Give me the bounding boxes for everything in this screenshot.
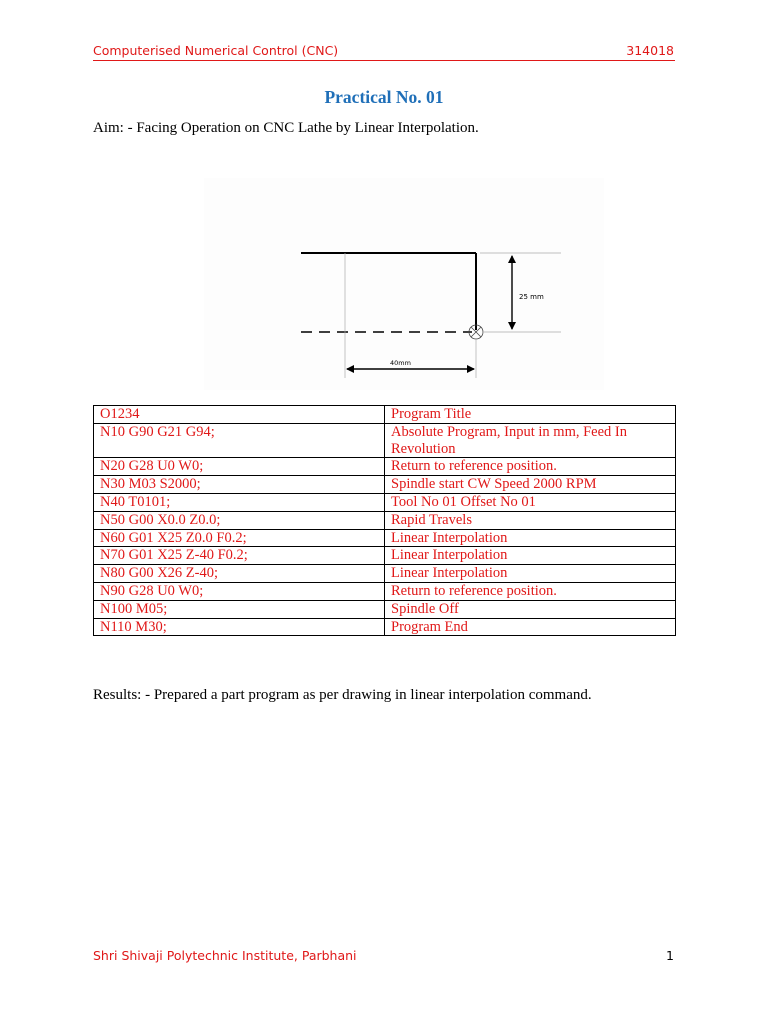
table-row bbox=[94, 565, 676, 583]
table-row bbox=[94, 582, 676, 600]
footer-institute: Shri Shivaji Polytechnic Institute, Parbhani bbox=[93, 948, 357, 963]
program-description-cell: Absolute Program, Input in mm, Feed In Revolution bbox=[385, 423, 676, 458]
table-row bbox=[94, 476, 676, 494]
aim-statement: Aim: - Facing Operation on CNC Lathe by Linear Interpolation. bbox=[93, 120, 479, 136]
table-row bbox=[94, 600, 676, 618]
program-code-cell: N80 G00 X26 Z-40; bbox=[94, 565, 385, 583]
program-code-cell: N40 T0101; bbox=[94, 493, 385, 511]
program-description-cell: Tool No 01 Offset No 01 bbox=[385, 493, 676, 511]
part-drawing-svg bbox=[204, 178, 604, 390]
program-code-cell: N90 G28 U0 W0; bbox=[94, 582, 385, 600]
results-statement: Results: - Prepared a part program as per drawing in linear interpolation command. bbox=[93, 687, 592, 703]
program-code-cell: N10 G90 G21 G94; bbox=[94, 423, 385, 458]
table-row bbox=[94, 529, 676, 547]
header-course-code: 314018 bbox=[626, 43, 674, 58]
program-description-cell: Linear Interpolation bbox=[385, 529, 676, 547]
footer-page-number: 1 bbox=[666, 948, 674, 963]
program-description-cell: Return to reference position. bbox=[385, 582, 676, 600]
table-row bbox=[94, 511, 676, 529]
program-code-cell: N70 G01 X25 Z-40 F0.2; bbox=[94, 547, 385, 565]
practical-title: Practical No. 01 bbox=[324, 87, 444, 107]
program-description-cell: Rapid Travels bbox=[385, 511, 676, 529]
table-row bbox=[94, 547, 676, 565]
program-description-cell: Spindle start CW Speed 2000 RPM bbox=[385, 476, 676, 494]
program-code-cell: N60 G01 X25 Z0.0 F0.2; bbox=[94, 529, 385, 547]
table-row bbox=[94, 458, 676, 476]
program-description-cell: Return to reference position. bbox=[385, 458, 676, 476]
header-divider bbox=[93, 60, 675, 61]
table-row bbox=[94, 493, 676, 511]
program-description-cell: Program End bbox=[385, 618, 676, 636]
program-description-cell: Linear Interpolation bbox=[385, 565, 676, 583]
program-description-cell: Spindle Off bbox=[385, 600, 676, 618]
part-drawing bbox=[204, 178, 604, 390]
program-code-cell: N50 G00 X0.0 Z0.0; bbox=[94, 511, 385, 529]
table-row bbox=[94, 406, 676, 424]
length-dimension-label: 40mm bbox=[390, 359, 411, 367]
program-description-cell: Program Title bbox=[385, 406, 676, 424]
program-code-cell: N110 M30; bbox=[94, 618, 385, 636]
header-course-title: Computerised Numerical Control (CNC) bbox=[93, 43, 339, 58]
table-row bbox=[94, 423, 676, 458]
program-code-cell: N100 M05; bbox=[94, 600, 385, 618]
height-dimension-label: 25 mm bbox=[519, 293, 544, 301]
program-code-cell: O1234 bbox=[94, 406, 385, 424]
program-code-cell: N30 M03 S2000; bbox=[94, 476, 385, 494]
program-description-cell: Linear Interpolation bbox=[385, 547, 676, 565]
part-program-table bbox=[93, 405, 676, 636]
program-code-cell: N20 G28 U0 W0; bbox=[94, 458, 385, 476]
table-row bbox=[94, 618, 676, 636]
